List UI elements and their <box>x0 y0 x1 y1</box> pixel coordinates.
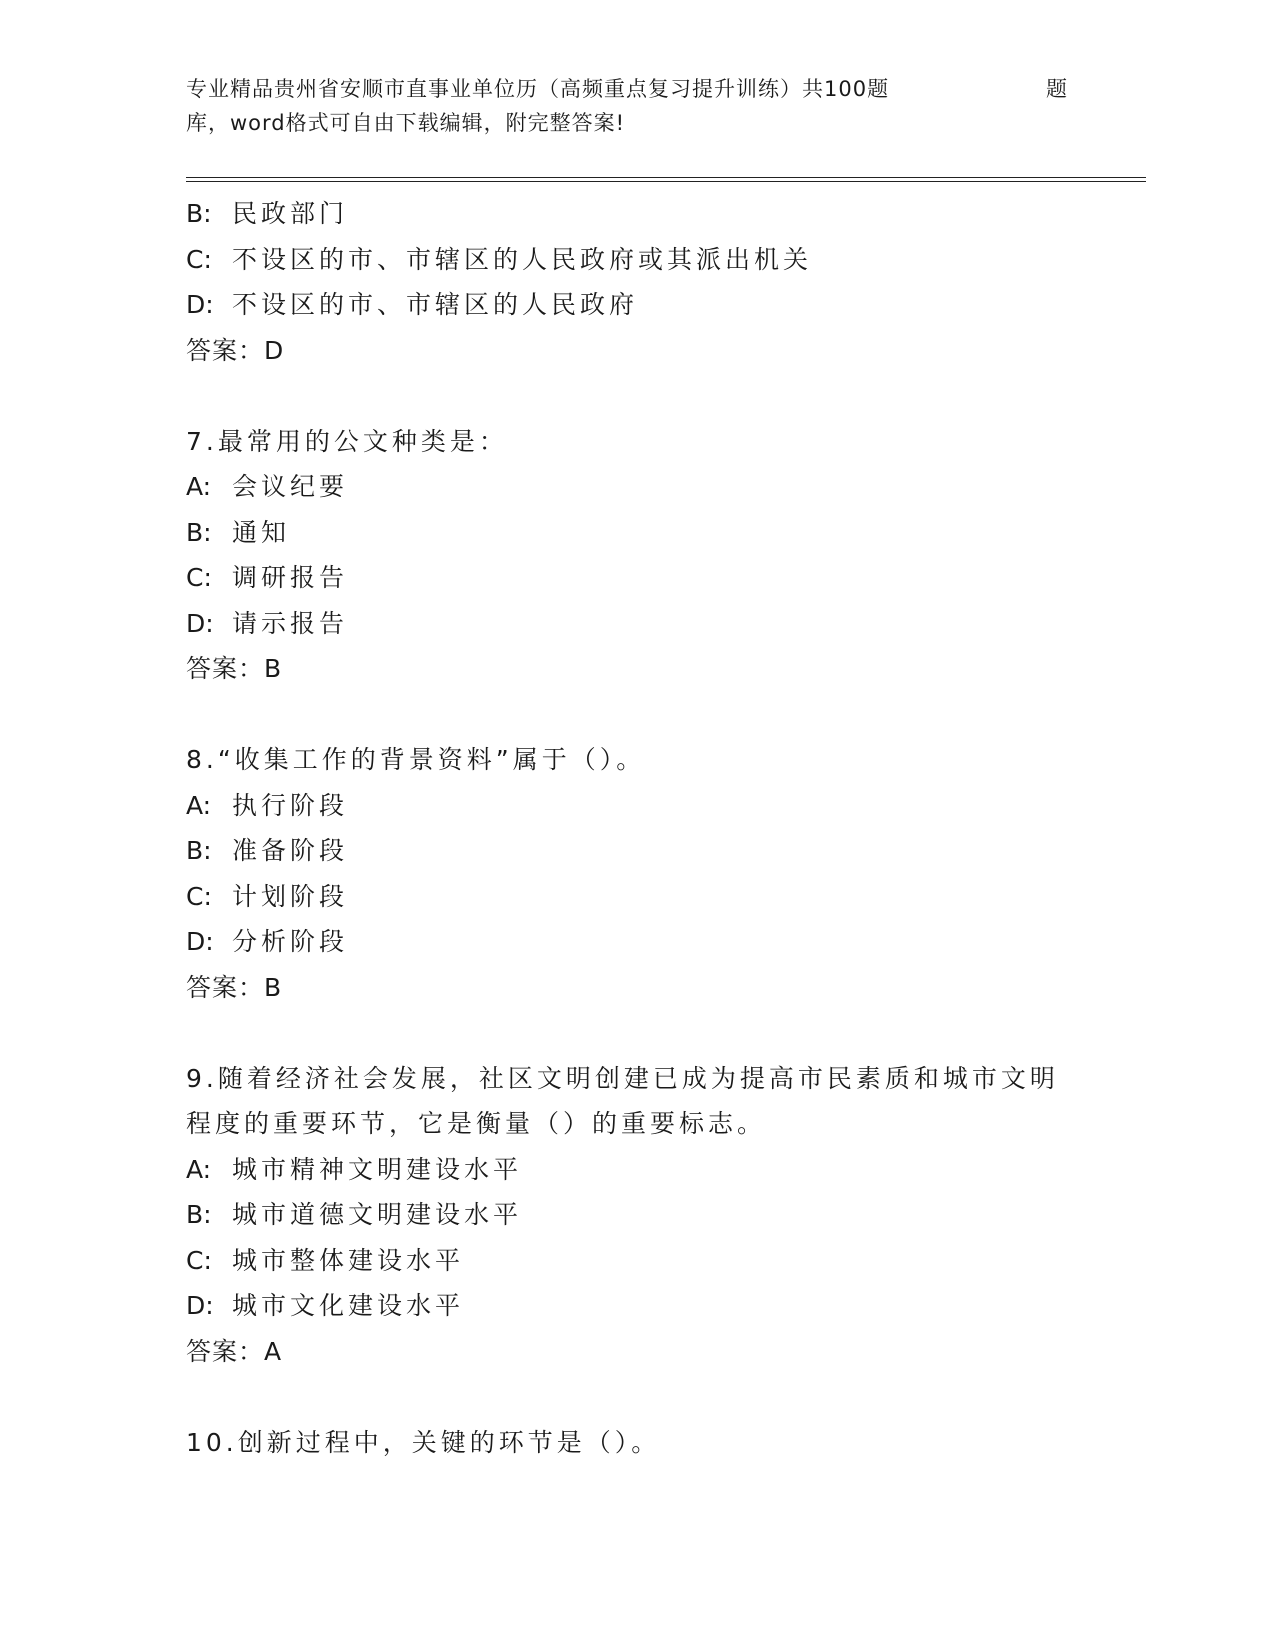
option-text: 城市精神文明建设水平 <box>232 1154 523 1184</box>
option-key: C: <box>186 881 212 911</box>
option-text: 不设区的市、市辖区的人民政府 <box>232 290 639 319</box>
question-text: 7.最常用的公文种类是： <box>186 426 508 456</box>
option-row <box>186 783 1086 829</box>
answer-line: 答案：A <box>186 1336 283 1366</box>
option-text: 调研报告 <box>232 563 349 592</box>
header-title-tail: 题 <box>1046 77 1068 101</box>
header-divider-top <box>186 177 1146 178</box>
header-divider-bottom <box>186 181 1146 182</box>
option-key: A: <box>186 1154 212 1184</box>
option-row <box>186 191 1086 237</box>
option-key: D: <box>186 608 214 638</box>
option-key: C: <box>186 1245 212 1275</box>
option-text: 城市道德文明建设水平 <box>232 1200 523 1229</box>
option-key: C: <box>186 244 212 274</box>
option-key: D: <box>186 1291 214 1320</box>
spacer <box>186 1374 1086 1420</box>
question-text: 8.“收集工作的背景资料”属于（）。 <box>186 745 646 774</box>
answer-line: 答案：B <box>186 654 283 683</box>
option-row <box>186 601 1086 647</box>
header-title-line-2: 库，word格式可自由下载编辑，附完整答案! <box>186 111 626 135</box>
header-title-line-1 <box>186 72 1086 106</box>
option-text: 执行阶段 <box>232 790 349 820</box>
answer-line: 答案：D <box>186 335 285 365</box>
option-text: 计划阶段 <box>232 881 349 911</box>
option-row <box>186 1238 1086 1284</box>
option-key: B: <box>186 199 212 228</box>
option-row <box>186 1283 1086 1329</box>
option-key: C: <box>186 563 212 592</box>
option-row <box>186 828 1086 874</box>
question-text: 10.创新过程中，关键的环节是（）。 <box>186 1427 661 1457</box>
option-row <box>186 1192 1086 1238</box>
option-key: B: <box>186 1200 212 1229</box>
option-text: 城市整体建设水平 <box>232 1245 465 1275</box>
spacer <box>186 1010 1086 1056</box>
option-row <box>186 919 1086 965</box>
option-row <box>186 510 1086 556</box>
option-text: 准备阶段 <box>232 836 349 865</box>
option-text: 不设区的市、市辖区的人民政府或其派出机关 <box>232 244 813 274</box>
option-row <box>186 464 1086 510</box>
option-key: B: <box>186 517 212 547</box>
option-key: D: <box>186 290 214 319</box>
option-text: 分析阶段 <box>232 927 349 956</box>
document-header <box>186 72 1086 140</box>
option-text: 城市文化建设水平 <box>232 1291 465 1320</box>
header-title-text: 专业精品贵州省安顺市直事业单位历（高频重点复习提升训练）共100题 <box>186 77 890 101</box>
option-row <box>186 555 1086 601</box>
question-text: 9.随着经济社会发展，社区文明创建已成为提高市民素质和城市文明 <box>186 1063 1059 1093</box>
option-row <box>186 1147 1086 1193</box>
option-key: D: <box>186 927 214 956</box>
spacer <box>186 692 1086 738</box>
option-text: 民政部门 <box>232 199 349 228</box>
option-key: B: <box>186 836 212 865</box>
question-text-continued: 程度的重要环节，它是衡量（）的重要标志。 <box>186 1109 767 1138</box>
spacer <box>186 373 1086 419</box>
option-text: 会议纪要 <box>232 472 349 501</box>
option-row <box>186 874 1086 920</box>
option-row <box>186 282 1086 328</box>
option-text: 通知 <box>232 517 291 547</box>
option-text: 请示报告 <box>232 608 349 638</box>
option-key: A: <box>186 472 212 501</box>
question-list <box>186 191 1086 1465</box>
option-row <box>186 237 1086 283</box>
answer-line: 答案：B <box>186 972 283 1002</box>
option-key: A: <box>186 790 212 820</box>
